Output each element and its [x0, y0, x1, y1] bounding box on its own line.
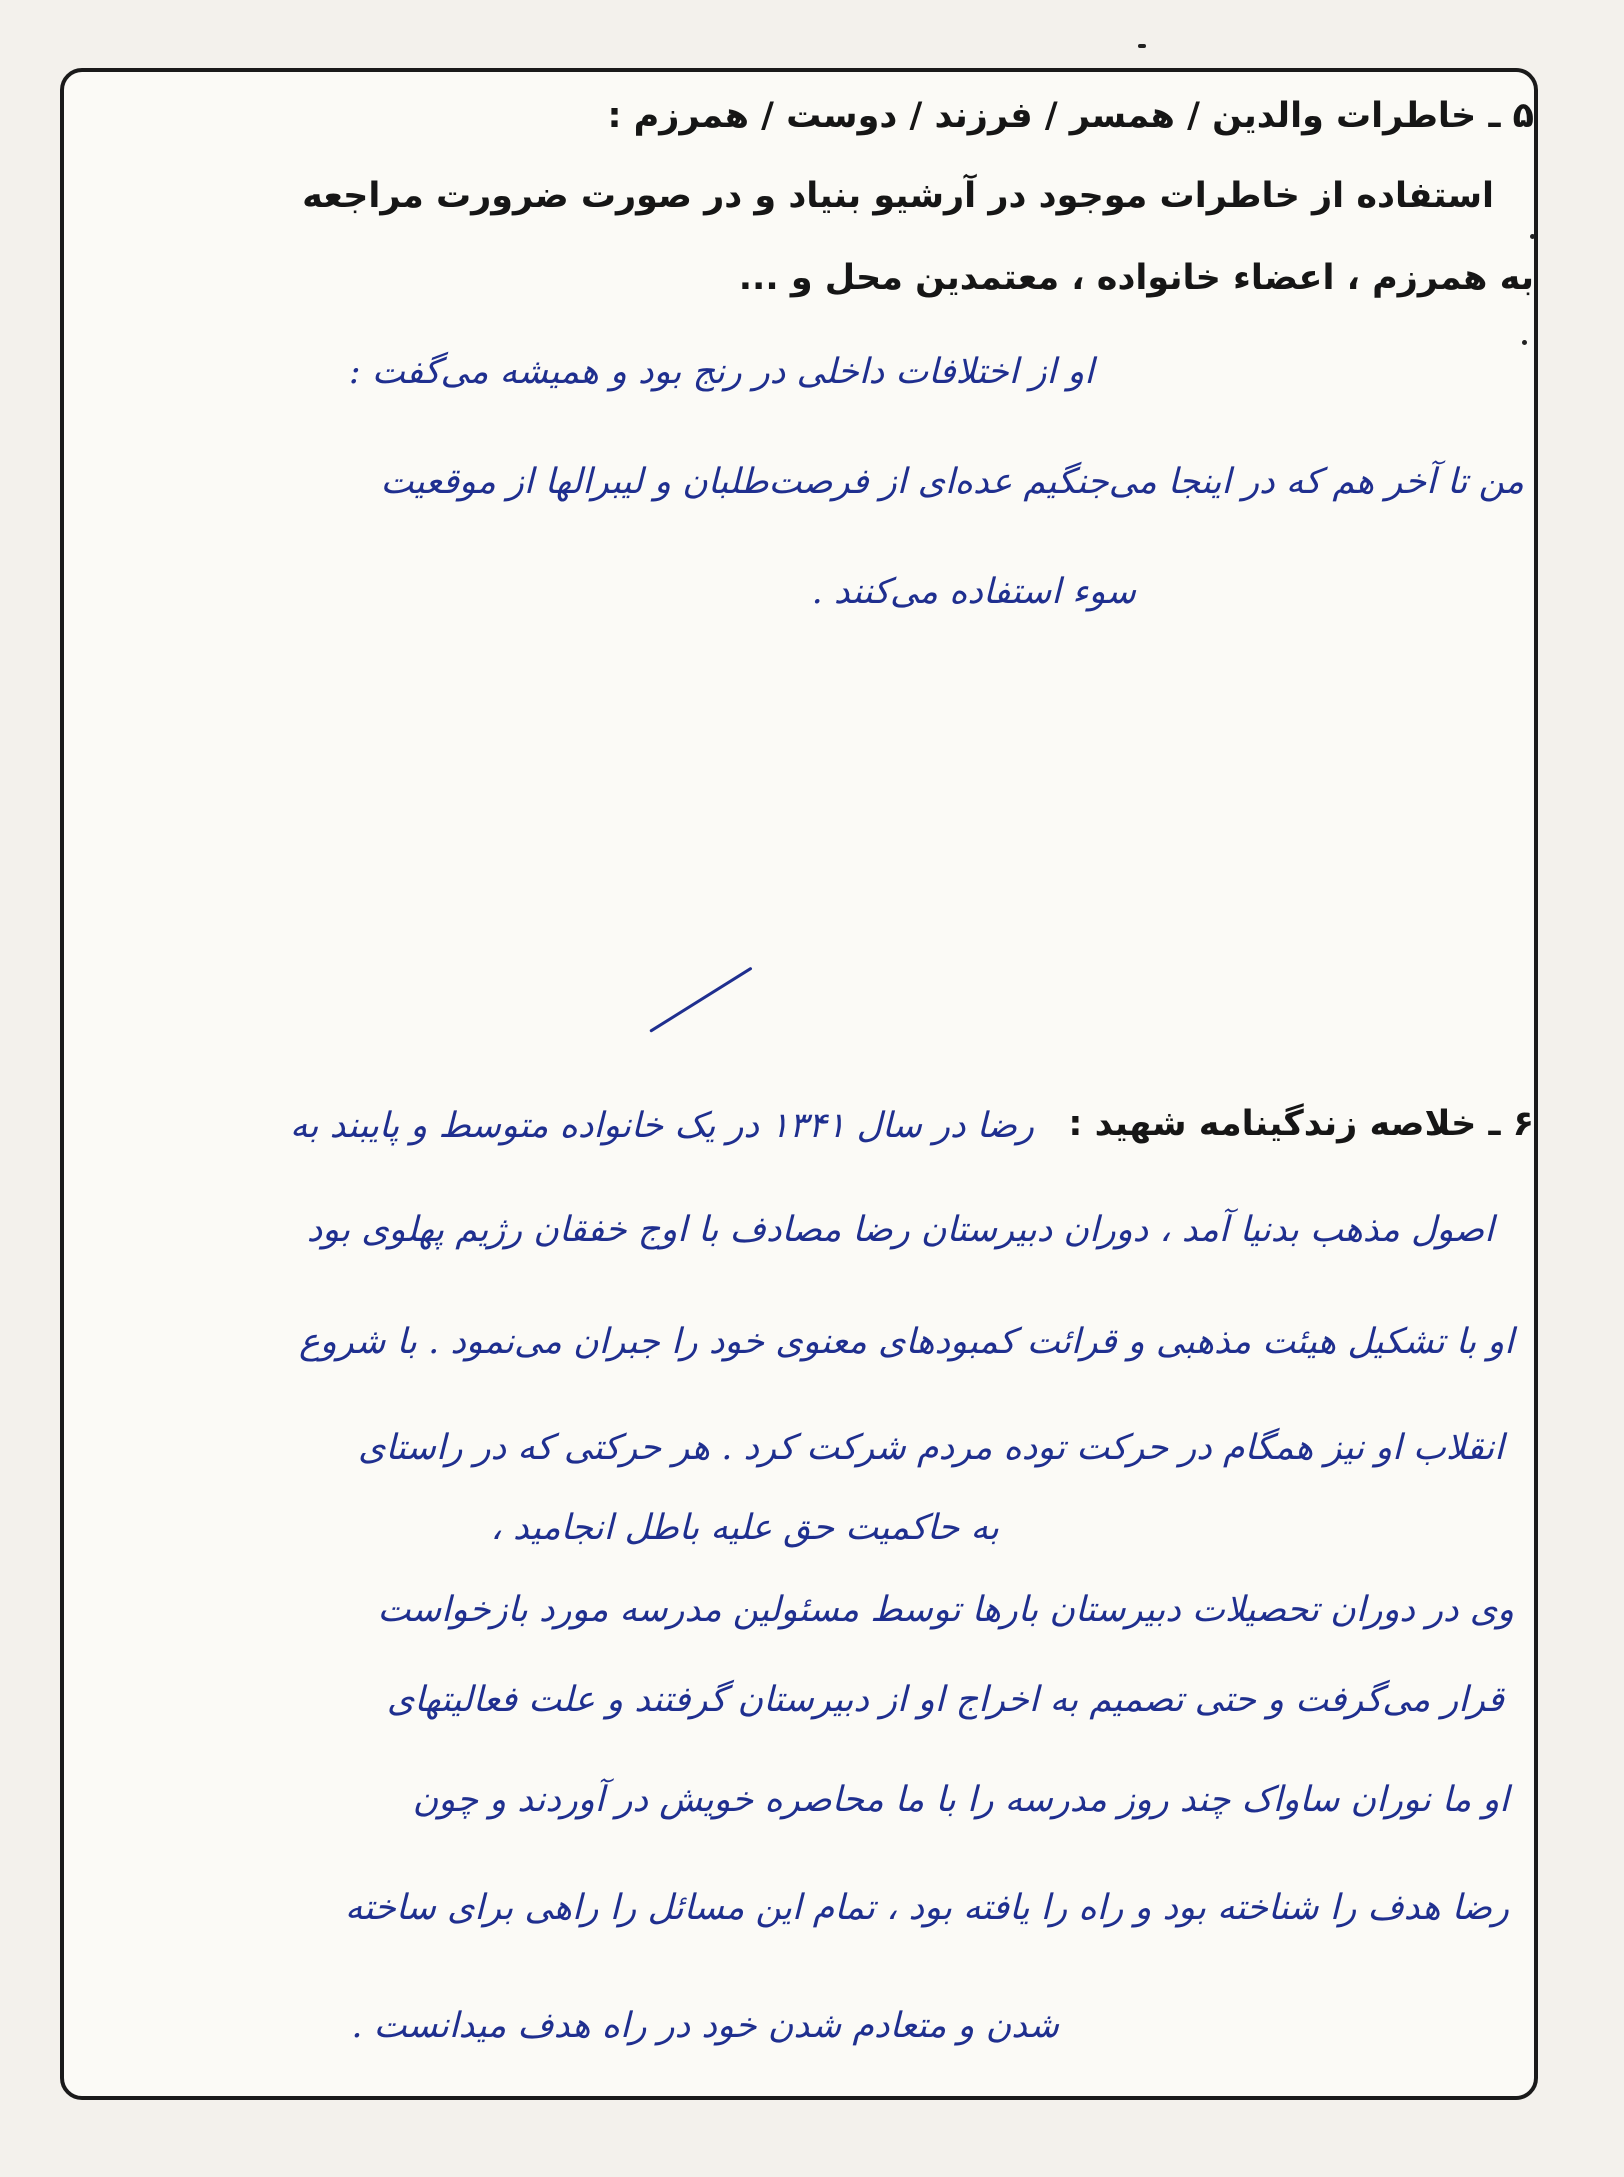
handwritten-biography-line: انقلاب او نیز همگام در حرکت توده مردم شرکت کرد . هر حرکتی که در راستای: [358, 1428, 1504, 1468]
handwritten-biography-line: به حاکمیت حق علیه باطل انجامید ،: [490, 1508, 999, 1548]
handwritten-memory-line: من تا آخر هم که در اینجا می‌جنگیم عده‌ای از فرصت‌طلبان و لیبرالها از موقعیت: [380, 462, 1524, 502]
section-5-instruction-line: استفاده از خاطرات موجود در آرشیو بنیاد و در صورت ضرورت مراجعه: [302, 176, 1494, 216]
section-5-heading: ۵ ـ خاطرات والدین / همسر / فرزند / دوست / همرزم :: [607, 96, 1534, 136]
handwritten-biography-line: وی در دوران تحصیلات دبیرستان بارها توسط مسئولین مدرسه مورد بازخواست: [377, 1590, 1514, 1630]
handwritten-biography-line: او با تشکیل هیئت مذهبی و قرائت کمبودهای معنوی خود را جبران می‌نمود . با شروع: [298, 1322, 1514, 1362]
section-5-instruction-line: به همرزم ، اعضاء خانواده ، معتمدین محل و ...: [738, 258, 1534, 298]
handwritten-memory-line: سوء استفاده می‌کنند .: [811, 572, 1136, 612]
handwritten-memory-line: او از اختلافات داخلی در رنج بود و همیشه می‌گفت :: [348, 352, 1094, 392]
handwritten-biography-line: او ما نوران ساواک چند روز مدرسه را با ما محاصره خویش در آوردند و چون: [412, 1780, 1509, 1820]
handwritten-biography-line: رضا هدف را شناخته بود و راه را یافته بود ، تمام این مسائل را راهی برای ساخته: [344, 1888, 1509, 1928]
handwritten-biography-line: رضا در سال ۱۳۴۱ در یک خانواده متوسط و پایبند به: [290, 1106, 1034, 1146]
handwritten-biography-line: قرار می‌گرفت و حتی تصمیم به اخراج او از دبیرستان گرفتند و علت فعالیتهای: [386, 1680, 1504, 1720]
handwritten-biography-line: شدن و متعادم شدن خود در راه هدف میدانست .: [351, 2006, 1059, 2046]
page-mark: [1138, 44, 1146, 48]
handwritten-biography-line: اصول مذهب بدنیا آمد ، دوران دبیرستان رضا مصادف با اوج خفقان رژیم پهلوی بود: [306, 1210, 1494, 1250]
section-6-heading: ۶ ـ خلاصه زندگینامه شهید :: [1068, 1104, 1534, 1144]
margin-dot: [1522, 340, 1527, 345]
margin-dot: [1530, 234, 1535, 239]
